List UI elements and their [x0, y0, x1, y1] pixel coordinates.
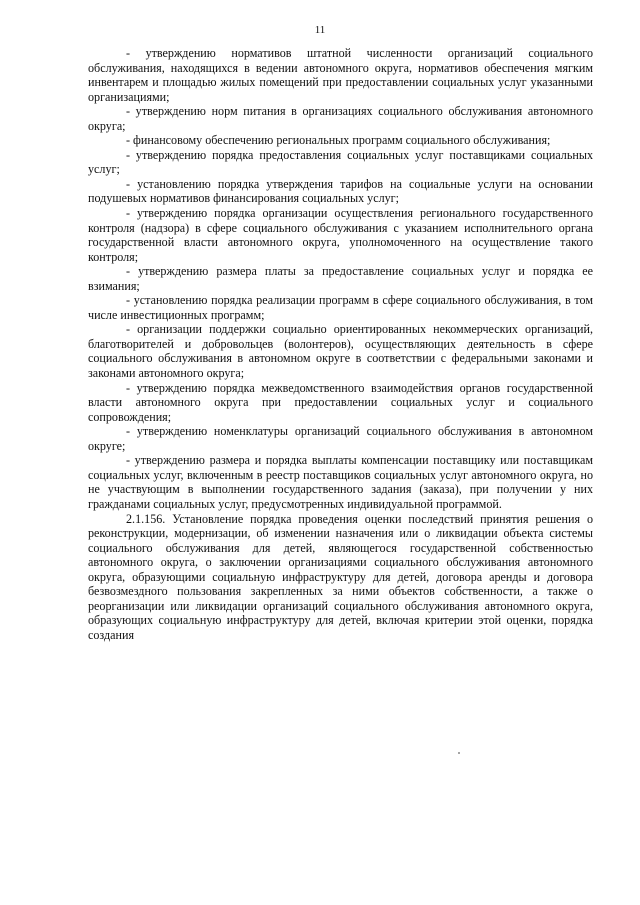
list-item-compensation: - утверждению размера и порядка выплаты компенсации поставщику или поставщикам социальных услуг, включенным в реестр поставщиков социальных услуг автономного округа, но не участвующим в выполнении государственного задания (заказа), при получении у них гражданами социальных услуг, предусмотренных индивидуальной программой.: [88, 453, 593, 511]
scan-speck: [458, 752, 460, 754]
list-item-nutrition-norms: - утверждению норм питания в организациях социального обслуживания автономного округа;: [88, 104, 593, 133]
list-item-program-implementation: - установлению порядка реализации программ в сфере социального обслуживания, в том числе инвестиционных программ;: [88, 293, 593, 322]
list-item-fee-amount: - утверждению размера платы за предоставление социальных услуг и порядка ее взимания;: [88, 264, 593, 293]
list-item-organization-nomenclature: - утверждению номенклатуры организаций социального обслуживания в автономном округе;: [88, 424, 593, 453]
page-number: 11: [314, 24, 326, 36]
list-item-program-financing: - финансовому обеспечению региональных программ социального обслуживания;: [126, 133, 551, 148]
list-item-nko-support: - организации поддержки социально ориентированных некоммерческих организаций, благотворителей и добровольцев (волонтеров), осуществляющих деятельность в сфере социального обслуживания в автономном округе в соответствии с федеральными законами и законами автономного округа;: [88, 322, 593, 381]
list-item-tariff-order: - установлению порядка утверждения тарифов на социальные услуги на основании подушевых нормативов финансирования социальных услуг;: [88, 176, 593, 206]
list-item-service-provision-order: - утверждению порядка предоставления социальных услуг поставщиками социальных услуг;: [88, 147, 593, 177]
list-item-state-control: - утверждению порядка организации осуществления регионального государственного контроля (надзора) в сфере социального обслуживания с указанием исполнительного органа государственной власти автономного округа, уполномоченного на осуществление такого контроля;: [88, 206, 593, 264]
document-body: [88, 46, 593, 642]
list-item-staff-norms: - утверждению нормативов штатной численности организаций социального обслуживания, находящихся в ведении автономного округа, нормативов обеспечения мягким инвентарем и площадью жилых помещений при предоставлении социальных услуг указанными организациями;: [88, 46, 593, 104]
list-item-interagency-cooperation: - утверждению порядка межведомственного взаимодействия органов государственной власти автономного округа при предоставлении социальных услуг и социального сопровождения;: [88, 380, 593, 424]
clause-2-1-156: 2.1.156. Установление порядка проведения оценки последствий принятия решения о реконструкции, модернизации, об изменении назначения или о ликвидации объекта системы социального обслуживания для детей, являющегося государственной собственностью автономного округа, о заключении организациями социального обслуживания автономного округа, образующими социальную инфраструктуру для детей, договора аренды и договора безвозмездного пользования закрепленных за ними объектов собственности, а также о реорганизации или ликвидации организаций социального обслуживания автономного округа, образующих социальную инфраструктуру для детей, включая критерии этой оценки, порядка создания: [88, 511, 593, 642]
